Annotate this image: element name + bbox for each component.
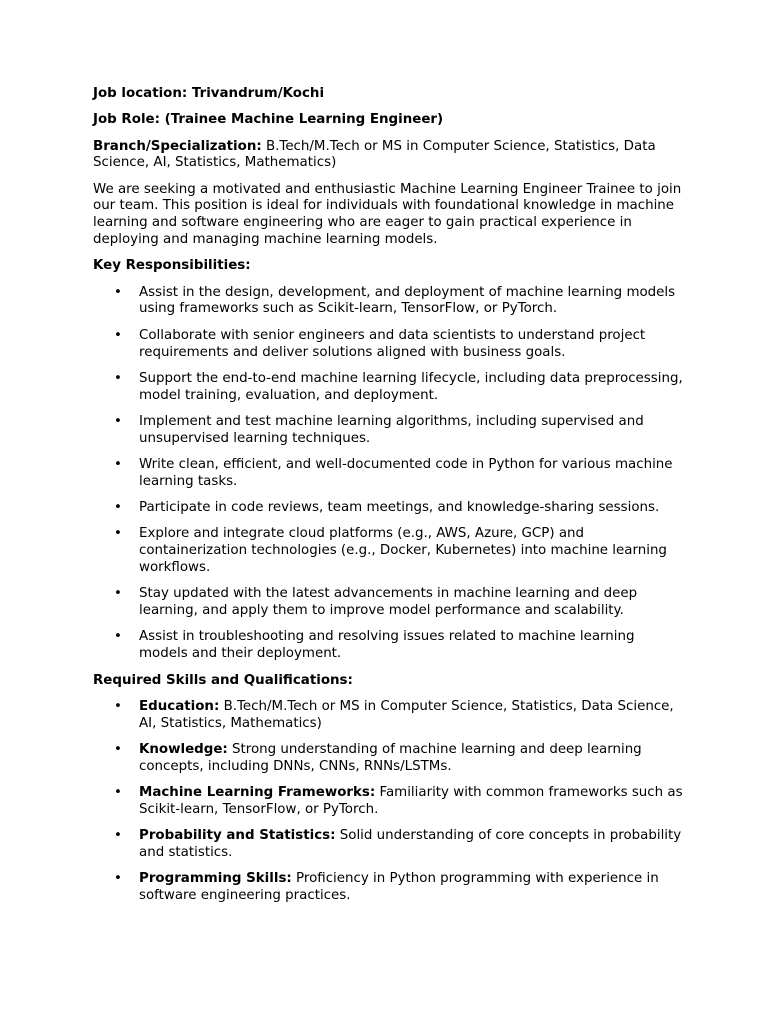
intro-paragraph: We are seeking a motivated and enthusiastic Machine Learning Engineer Trainee to join our team. This position is ideal for individuals with foundational knowledge in machine learning and software engineering who are eager to gain practical experience in deploying and managing machine learning models. (93, 181, 682, 248)
responsibility-text: Stay updated with the latest advancements in machine learning and deep learning, and apply them to improve model performance and scalability. (139, 586, 638, 619)
qualification-item (93, 828, 683, 862)
qualification-text: Strong understanding of machine learning and deep learning concepts, including DNNs, CNNs, RNNs/LSTMs. (139, 741, 642, 774)
qualification-label: Machine Learning Frameworks: (139, 785, 376, 800)
responsibility-text: Write clean, efficient, and well-documented code in Python for various machine learning tasks. (139, 457, 673, 489)
qualification-label: Probability and Statistics: (139, 828, 336, 844)
responsibilities-list (93, 285, 683, 663)
responsibility-item (93, 457, 683, 491)
branch-label: Branch/Specialization: (93, 138, 262, 154)
job-role: Job Role: (Trainee Machine Learning Engineer) (93, 112, 444, 128)
responsibility-item (93, 414, 683, 448)
qualification-item (93, 742, 683, 776)
qualification-item (93, 785, 683, 819)
branch-value: B.Tech/M.Tech or MS in Computer Science, Statistics, Data Science, AI, Statistics, Mathematics) (93, 138, 656, 171)
job-description-document (93, 86, 683, 914)
responsibility-text: Support the end-to-end machine learning lifecycle, including data preprocessing, model training, evaluation, and deployment. (139, 370, 683, 403)
qualification-text: Solid understanding of core concepts in probability and statistics. (139, 828, 682, 860)
bullet-icon: • (114, 413, 122, 429)
qualification-label: Programming Skills: (139, 871, 292, 887)
bullet-icon: • (114, 871, 122, 887)
responsibility-text: Assist in the design, development, and deployment of machine learning models using frameworks such as Scikit-learn, TensorFlow, or PyTorch. (139, 284, 676, 317)
qualifications-heading: Required Skills and Qualifications: (93, 672, 353, 688)
qualification-item (93, 871, 683, 905)
responsibilities-heading: Key Responsibilities: (93, 258, 251, 274)
bullet-icon: • (114, 284, 122, 300)
responsibility-item (93, 328, 683, 362)
responsibility-item (93, 629, 683, 663)
bullet-icon: • (114, 327, 122, 343)
bullet-icon: • (114, 741, 122, 757)
bullet-icon: • (114, 526, 122, 542)
qualification-label: Knowledge: (139, 741, 228, 757)
qualification-text: Familiarity with common frameworks such as Scikit-learn, TensorFlow, or PyTorch. (139, 785, 683, 817)
qualification-text: B.Tech/M.Tech or MS in Computer Science, Statistics, Data Science, AI, Statistics, Mathematics) (139, 698, 674, 731)
job-location: Job location: Trivandrum/Kochi (93, 86, 325, 101)
qualification-item (93, 699, 683, 733)
responsibility-text: Implement and test machine learning algorithms, including supervised and unsupervised learning techniques. (139, 413, 644, 446)
responsibility-item (93, 500, 683, 517)
bullet-icon: • (114, 629, 122, 645)
responsibility-item (93, 586, 683, 620)
qualification-label: Education: (139, 698, 220, 714)
bullet-icon: • (114, 370, 122, 386)
responsibility-item (93, 371, 683, 405)
bullet-icon: • (114, 586, 122, 602)
bullet-icon: • (114, 828, 122, 844)
responsibility-item (93, 285, 683, 319)
responsibility-text: Assist in troubleshooting and resolving issues related to machine learning models and their deployment. (139, 629, 635, 662)
bullet-icon: • (114, 500, 122, 516)
branch-specialization (93, 139, 683, 173)
responsibility-text: Participate in code reviews, team meetings, and knowledge-sharing sessions. (139, 500, 660, 516)
bullet-icon: • (114, 698, 122, 714)
qualification-text: Proficiency in Python programming with experience in software engineering practices. (139, 871, 659, 903)
qualifications-list (93, 699, 683, 905)
responsibility-text: Collaborate with senior engineers and data scientists to understand project requirements and deliver solutions aligned with business goals. (139, 327, 646, 360)
bullet-icon: • (114, 457, 122, 473)
bullet-icon: • (114, 785, 122, 800)
responsibility-item (93, 526, 683, 576)
responsibility-text: Explore and integrate cloud platforms (e.g., AWS, Azure, GCP) and containerization technologies (e.g., Docker, Kubernetes) into machine learning workflows. (139, 526, 667, 576)
